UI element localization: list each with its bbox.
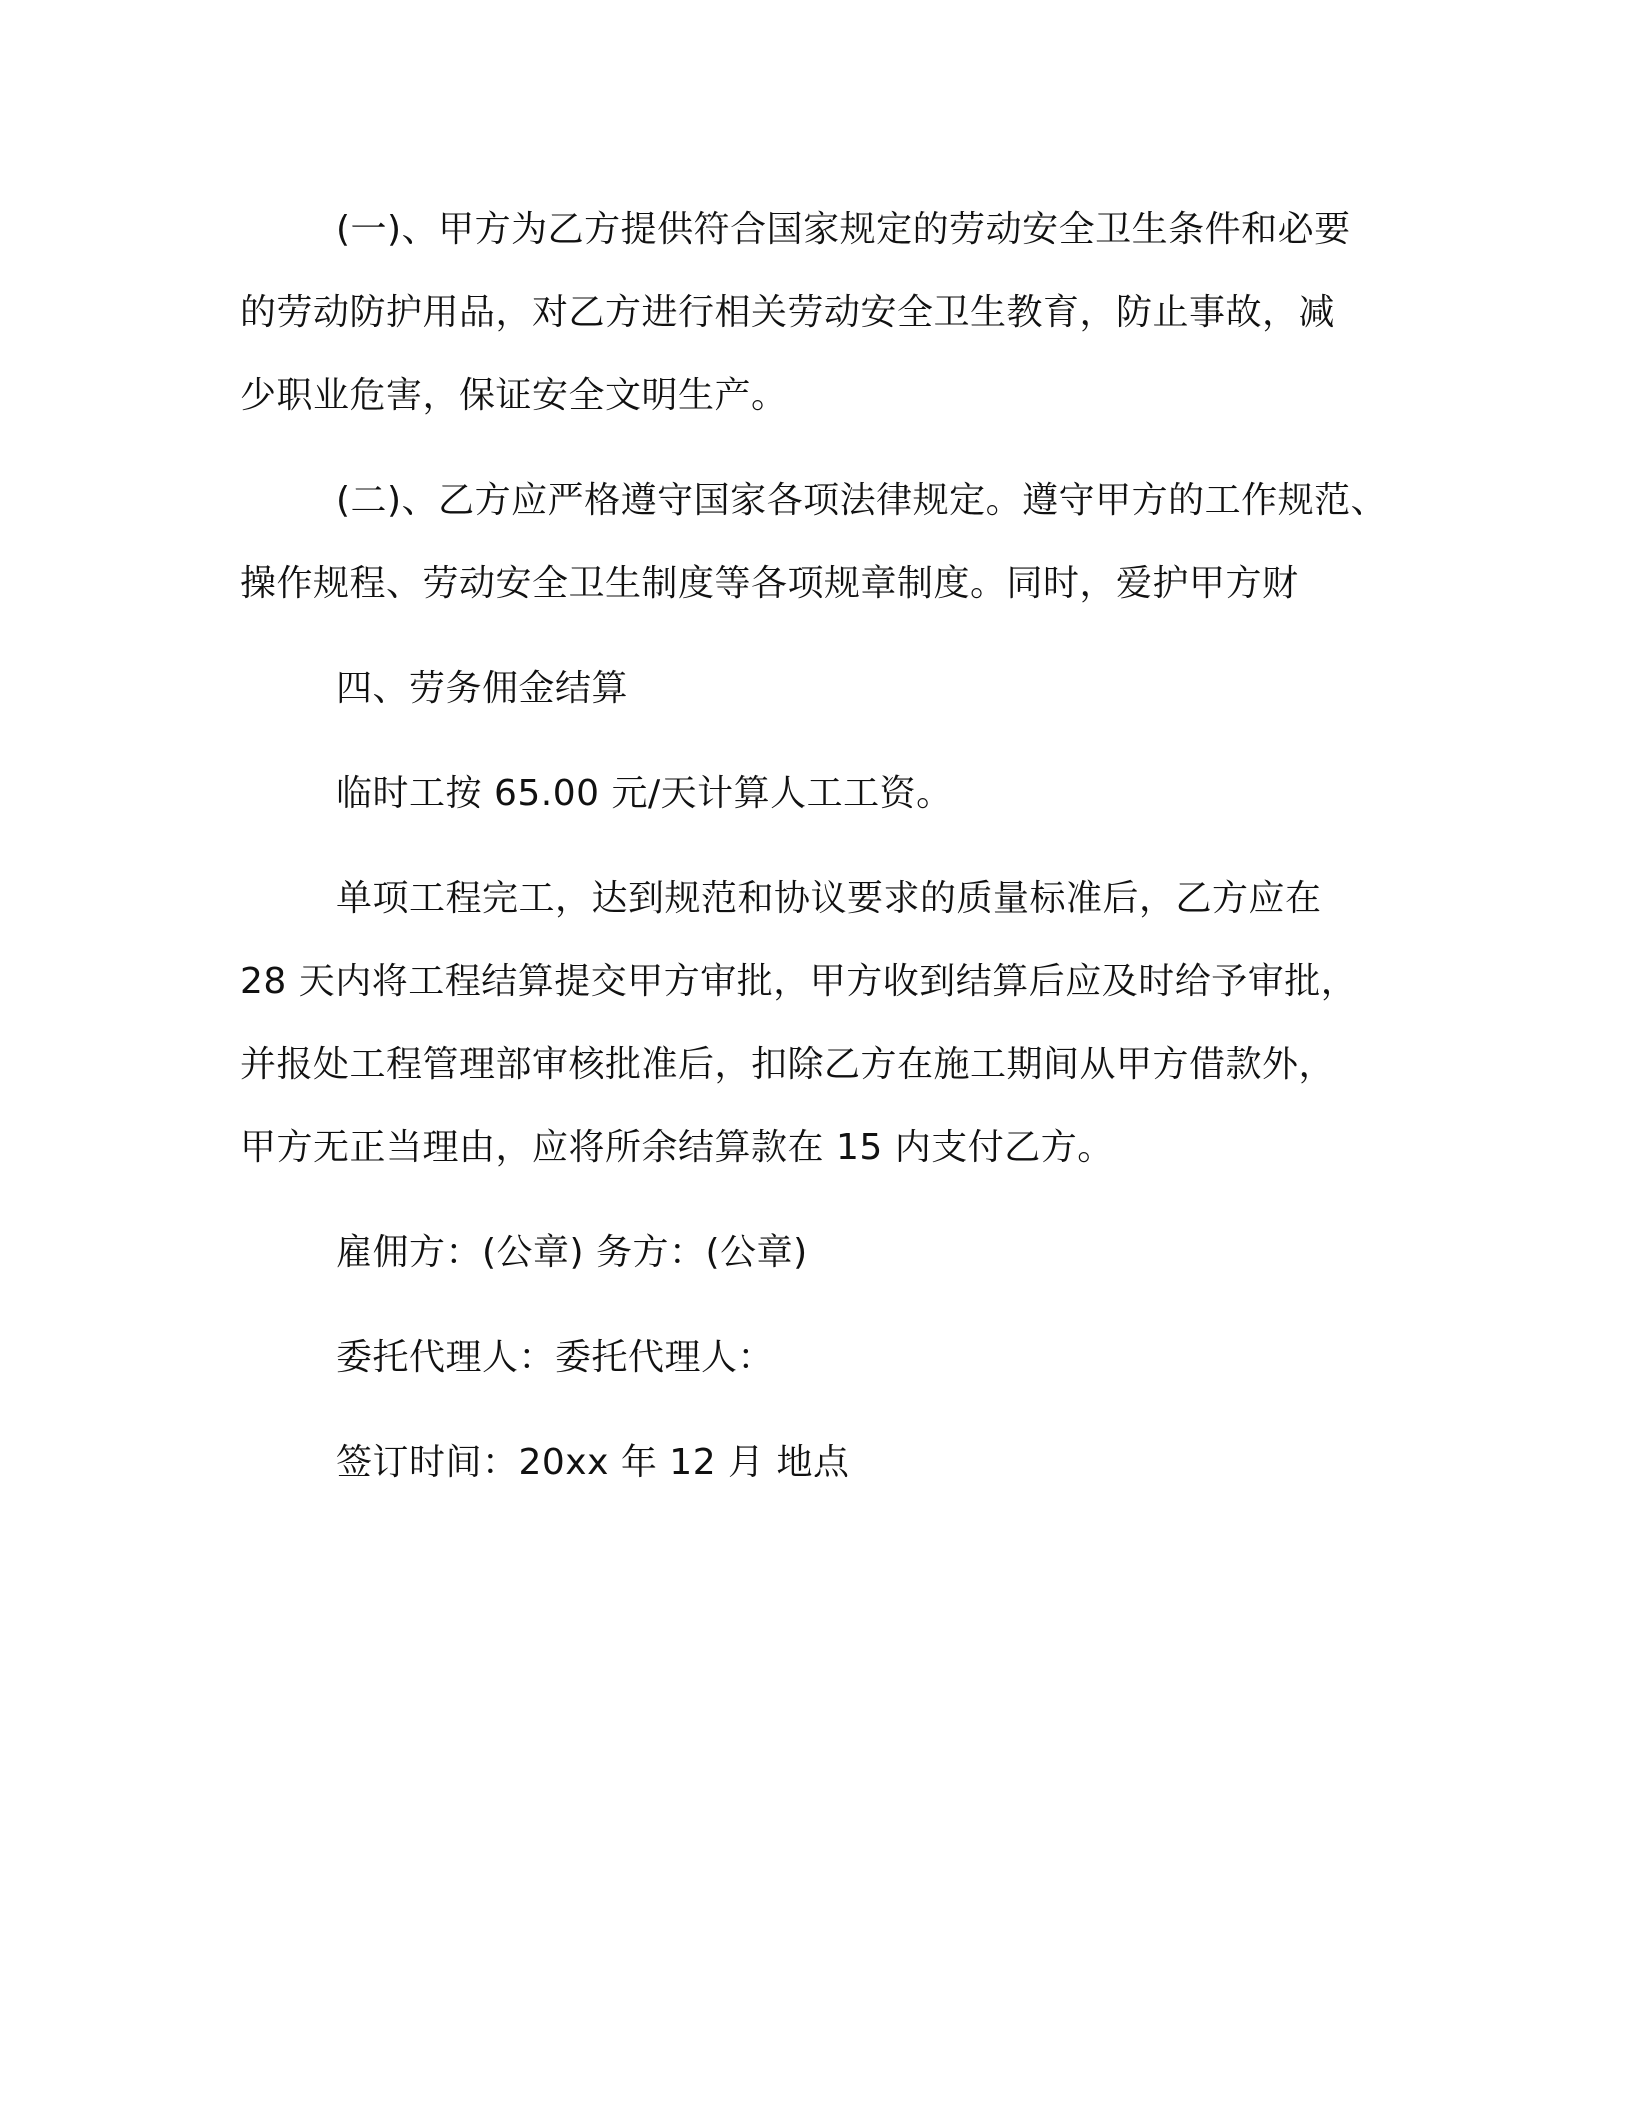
paragraph-spacer	[240, 730, 1410, 752]
signature-agents	[240, 1316, 1410, 1399]
text-line: (一)、甲方为乙方提供符合国家规定的劳动安全卫生条件和必要	[336, 209, 1351, 250]
paragraph-spacer	[240, 835, 1410, 857]
paragraph-compliance	[240, 459, 1410, 625]
text-line: 并报处工程管理部审核批准后，扣除乙方在施工期间从甲方借款外，	[240, 1044, 1336, 1085]
paragraph-spacer	[240, 625, 1410, 647]
heading-line: 四、劳务佣金结算	[336, 668, 629, 709]
text-line: 操作规程、劳动安全卫生制度等各项规章制度。同时，爱护甲方财	[240, 563, 1299, 604]
text-line: 临时工按 65.00 元/天计算人工工资。	[336, 773, 953, 814]
text-line: 28 天内将工程结算提交甲方审批，甲方收到结算后应及时给予审批，	[240, 961, 1358, 1002]
paragraph-spacer	[240, 437, 1410, 459]
document-body	[240, 188, 1410, 1504]
text-line: 少职业危害，保证安全文明生产。	[240, 375, 788, 416]
paragraph-spacer	[240, 1189, 1410, 1211]
text-line: 甲方无正当理由，应将所余结算款在 15 内支付乙方。	[240, 1127, 1114, 1168]
text-line: 单项工程完工，达到规范和协议要求的质量标准后，乙方应在	[336, 878, 1322, 919]
section-heading-settlement	[240, 647, 1410, 730]
paragraph-settlement-terms	[240, 857, 1410, 1189]
paragraph-safety-conditions	[240, 188, 1410, 437]
paragraph-spacer	[240, 1399, 1410, 1421]
text-line: 委托代理人：委托代理人：	[336, 1337, 775, 1378]
paragraph-daily-wage	[240, 752, 1410, 835]
signature-parties	[240, 1211, 1410, 1294]
text-line: 雇佣方：(公章) 务方：(公章)	[336, 1232, 808, 1273]
text-line: (二)、乙方应严格遵守国家各项法律规定。遵守甲方的工作规范、	[336, 480, 1388, 521]
signature-date-place	[240, 1421, 1410, 1504]
text-line: 签订时间：20xx 年 12 月 地点	[336, 1442, 850, 1483]
text-line: 的劳动防护用品，对乙方进行相关劳动安全卫生教育，防止事故，减	[240, 292, 1336, 333]
paragraph-spacer	[240, 1294, 1410, 1316]
